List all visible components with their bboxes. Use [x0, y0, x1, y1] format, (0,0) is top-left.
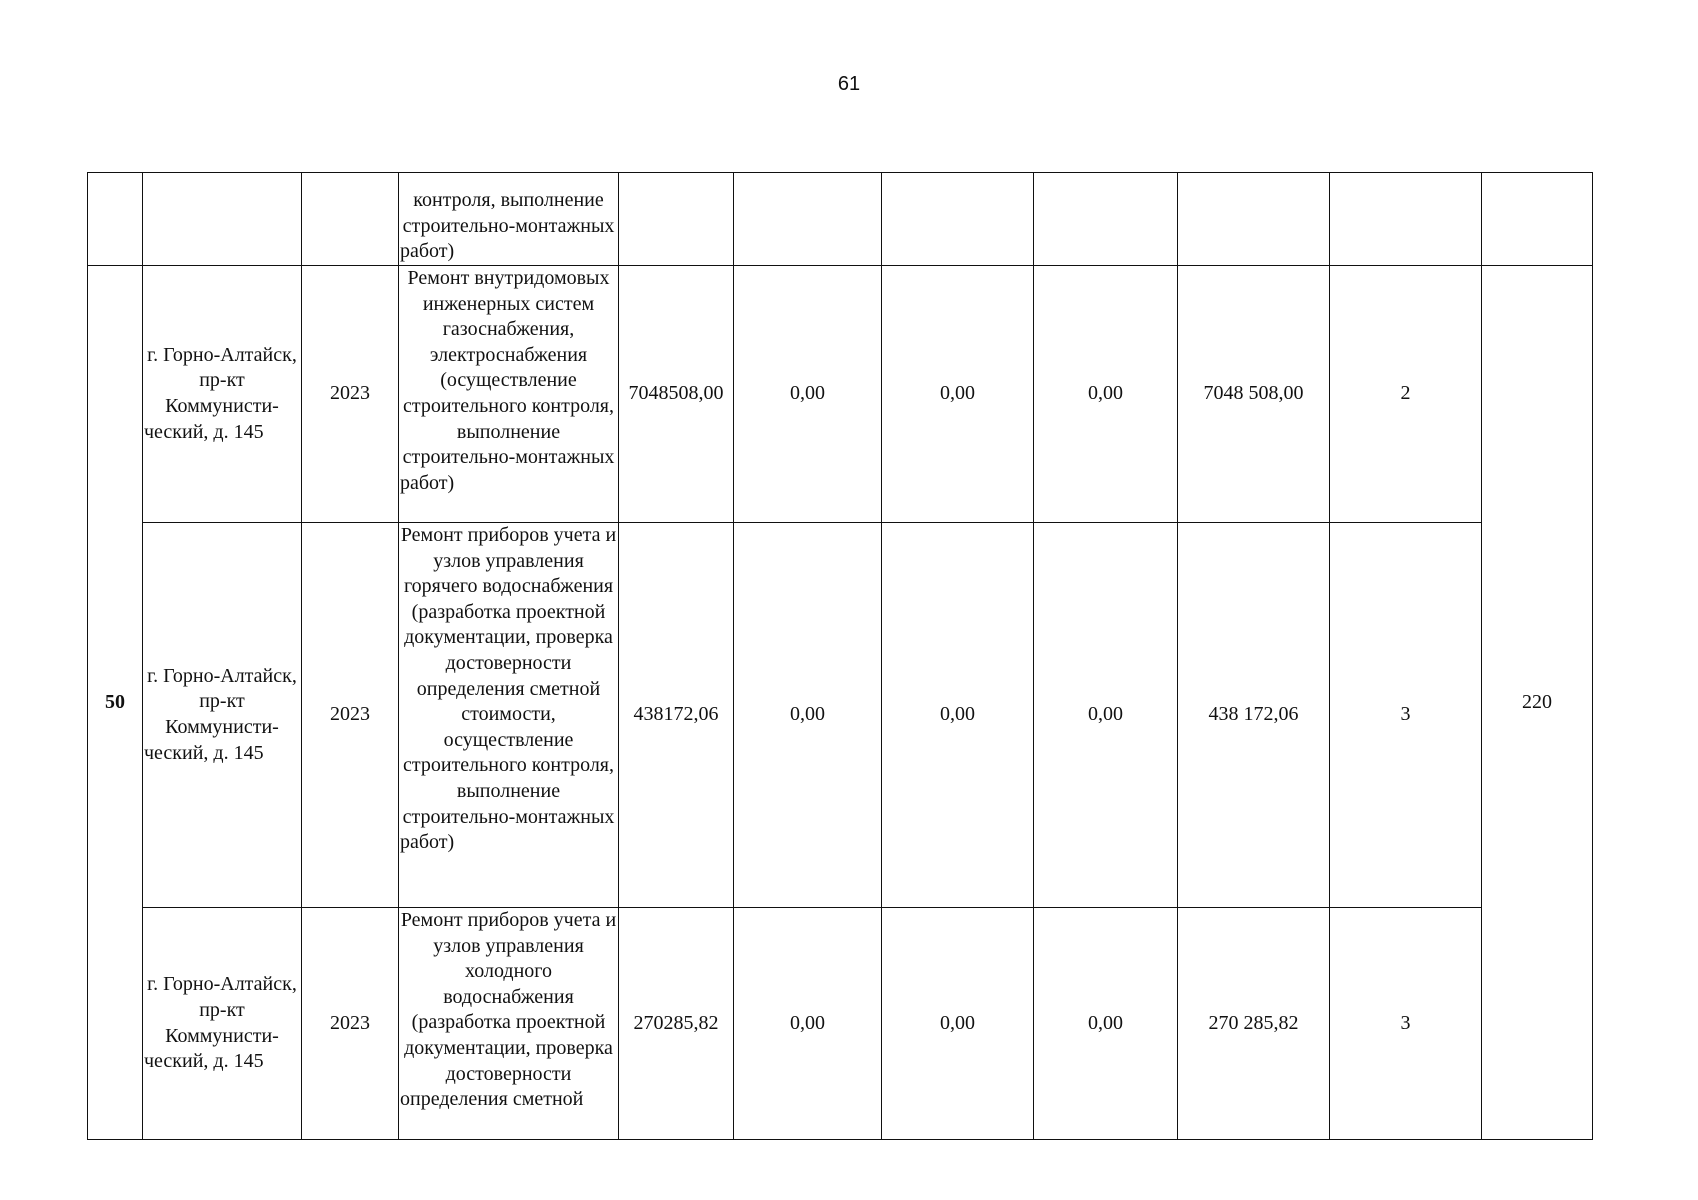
- amount-cell-empty: [1034, 173, 1178, 266]
- amount-cell: [1178, 523, 1330, 908]
- table-row: [88, 908, 1593, 1140]
- address-cell: [143, 908, 302, 1140]
- amount-cell: [734, 266, 882, 523]
- group-index: 50: [105, 690, 125, 713]
- count-cell: [1330, 266, 1482, 523]
- amount-cell: [1034, 266, 1178, 523]
- year: 2023: [330, 1011, 370, 1034]
- table-row: [88, 266, 1593, 523]
- amount-value: 0,00: [940, 703, 975, 726]
- address-cell: [143, 266, 302, 523]
- amount-value: 0,00: [940, 382, 975, 405]
- total-cost: 7048508,00: [628, 382, 724, 405]
- total-cost-cell: [619, 523, 734, 908]
- work-description: Ремонт внутридомовых инженерных систем газоснабжения, электроснабжения (осуществление строительного контроля, выполнение строительно-монтажных работ): [400, 267, 615, 494]
- amount-cell-empty: [882, 173, 1034, 266]
- amount-value: 0,00: [790, 703, 825, 726]
- address: г. Горно-Алтайск, пр-кт Коммунисти-ческий, д. 145: [144, 343, 297, 443]
- group-index-cell: [88, 266, 143, 1140]
- count-cell: [1330, 523, 1482, 908]
- page-number: 61: [837, 73, 861, 95]
- amount-value: 0,00: [790, 382, 825, 405]
- address: г. Горно-Алтайск, пр-кт Коммунисти-ческий, д. 145: [144, 664, 297, 764]
- work-description: контроля, выполнение строительно-монтажных работ): [400, 189, 615, 263]
- work-description: Ремонт приборов учета и узлов управления горячего водоснабжения (разработка проектной документации, проверка достоверности определения сметной стоимости, осуществление строительного контроля, выполнение строительно-монтажных работ): [400, 524, 617, 854]
- amount-cell: [882, 266, 1034, 523]
- amount-cell: [1178, 908, 1330, 1140]
- repair-registry-table: [87, 172, 1593, 1140]
- amount-value: 0,00: [1088, 382, 1123, 405]
- work-description: Ремонт приборов учета и узлов управления холодного водоснабжения (разработка проектной документации, проверка достоверности определения сметной: [400, 909, 617, 1111]
- count-value: 2: [1400, 382, 1411, 405]
- amount-cell: [734, 523, 882, 908]
- count-cell: [1330, 908, 1482, 1140]
- work-description-cell: [399, 173, 619, 266]
- amount-cell-empty: [1178, 173, 1330, 266]
- count-value: 3: [1400, 1011, 1411, 1034]
- address-cell-empty: [143, 173, 302, 266]
- count-cell-empty: [1330, 173, 1482, 266]
- amount-cell: [1034, 523, 1178, 908]
- index-cell-empty: [88, 173, 143, 266]
- total-cost-cell: [619, 266, 734, 523]
- last-column-cell: [1482, 266, 1593, 1140]
- year-cell-empty: [302, 173, 399, 266]
- work-description-cell: [399, 908, 619, 1140]
- total-cost: 438172,06: [633, 703, 719, 726]
- work-description-cell: [399, 523, 619, 908]
- amount-value: 270 285,82: [1208, 1011, 1299, 1034]
- address: г. Горно-Алтайск, пр-кт Коммунисти-ческий, д. 145: [144, 973, 297, 1073]
- year-cell: [302, 266, 399, 523]
- total-cell-empty: [619, 173, 734, 266]
- continuation-row: [88, 173, 1593, 266]
- amount-value: 0,00: [1088, 703, 1123, 726]
- amount-cell: [734, 908, 882, 1140]
- amount-cell: [1034, 908, 1178, 1140]
- amount-cell: [882, 523, 1034, 908]
- last-cell-empty: [1482, 173, 1593, 266]
- address-cell: [143, 523, 302, 908]
- amount-value: 7048 508,00: [1203, 382, 1304, 405]
- amount-value: 0,00: [1088, 1011, 1123, 1034]
- year-cell: [302, 523, 399, 908]
- amount-value: 0,00: [940, 1011, 975, 1034]
- amount-cell: [882, 908, 1034, 1140]
- last-column-value: 220: [1522, 690, 1552, 713]
- amount-cell-empty: [734, 173, 882, 266]
- count-value: 3: [1400, 703, 1411, 726]
- total-cost-cell: [619, 908, 734, 1140]
- year-cell: [302, 908, 399, 1140]
- year: 2023: [330, 703, 370, 726]
- amount-value: 0,00: [790, 1011, 825, 1034]
- total-cost: 270285,82: [633, 1011, 719, 1034]
- year: 2023: [330, 382, 370, 405]
- amount-cell: [1178, 266, 1330, 523]
- amount-value: 438 172,06: [1208, 703, 1299, 726]
- work-description-cell: [399, 266, 619, 523]
- table-row: [88, 523, 1593, 908]
